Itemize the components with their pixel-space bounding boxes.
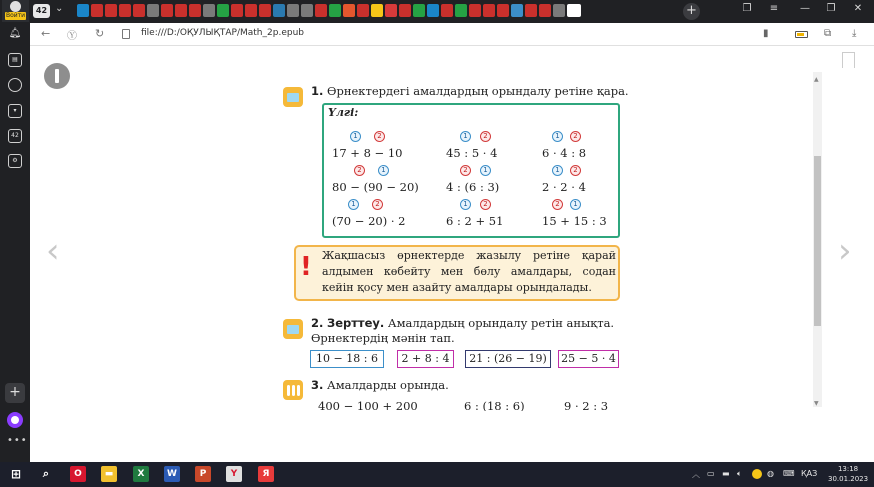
- example-expression: 17 + 8 − 10: [332, 146, 403, 160]
- rule-text: Жақшасыз өрнектерде жазылу ретіне қарай алдымен көбейту мен бөлу амалдары, содан кейін қосу мен азайту амалдары орындалады.: [322, 249, 616, 294]
- browser-tab-icon[interactable]: [455, 4, 467, 17]
- volume-icon[interactable]: 🔈︎: [737, 469, 742, 478]
- download-icon[interactable]: ⤓: [852, 28, 857, 39]
- task3-text: Амалдарды орында.: [327, 378, 449, 392]
- explorer-taskbar-icon[interactable]: ▬: [101, 466, 117, 482]
- clock-time: 13:18: [837, 465, 859, 473]
- sample-label: Үлгі:: [328, 106, 359, 119]
- epub-viewer: [30, 46, 874, 462]
- browser-tab-icon[interactable]: [525, 4, 537, 17]
- browser-tab-icon[interactable]: [343, 4, 355, 17]
- alice-assistant-icon[interactable]: [7, 412, 23, 428]
- yandex-taskbar-icon[interactable]: Я: [258, 466, 274, 482]
- windows-taskbar: [0, 462, 874, 487]
- network-icon[interactable]: ▭: [707, 469, 715, 478]
- tab-list: [77, 4, 581, 18]
- bookmark-icon[interactable]: ▮: [763, 28, 769, 39]
- back-button[interactable]: ←: [41, 27, 51, 40]
- chevron-up-icon[interactable]: ︿: [692, 470, 700, 479]
- example-expression: (70 − 20) · 2: [332, 214, 406, 228]
- task1-title: [311, 84, 629, 99]
- example-expression: 4 : (6 : 3): [446, 180, 500, 194]
- page-bookmark-icon[interactable]: [842, 52, 855, 68]
- browser-tab-icon[interactable]: [189, 4, 201, 17]
- task1-number: 1.: [311, 84, 324, 98]
- language-indicator[interactable]: ҚАЗ: [801, 469, 818, 478]
- powerpoint-taskbar-icon[interactable]: P: [195, 466, 211, 482]
- maximize-button[interactable]: ❐: [826, 3, 836, 14]
- task3-title: [311, 378, 449, 393]
- sidebar-settings-icon[interactable]: ⚙: [8, 154, 22, 168]
- task2-expression-box: 21 : (26 − 19): [465, 350, 551, 368]
- operation-order-badge: 1: [552, 165, 563, 176]
- profile-label: Войти: [5, 12, 26, 19]
- browser-tab-icon[interactable]: [161, 4, 173, 17]
- task3-expression: 400 − 100 + 200: [318, 399, 418, 411]
- clock-date: 30.01.2023: [828, 475, 869, 483]
- operation-order-badge: 2: [460, 165, 471, 176]
- browser-tab-icon[interactable]: [273, 4, 285, 17]
- battery-saver-icon[interactable]: [795, 31, 808, 38]
- task2-expression-box: 25 − 5 · 4: [558, 350, 619, 368]
- file-icon: [122, 29, 130, 39]
- minimize-button[interactable]: —: [800, 3, 810, 14]
- history-icon[interactable]: [8, 78, 22, 92]
- operation-order-badge: 2: [372, 199, 383, 210]
- task3-expression: 6 : (18 : 6): [464, 399, 525, 411]
- reader-menu-button[interactable]: [44, 63, 70, 89]
- operation-order-badge: 2: [480, 199, 491, 210]
- url-field[interactable]: file:///D:/ОҚУЛЫҚТАР/Math_2p.epub: [141, 28, 304, 38]
- scroll-up-icon[interactable]: ▲: [814, 76, 819, 83]
- more-icon[interactable]: •••: [7, 435, 28, 446]
- collections-icon[interactable]: ❐: [742, 3, 752, 14]
- task1-text: Өрнектердегі амалдардың орындалу ретіне қара.: [327, 84, 629, 98]
- downloads-icon[interactable]: ▾: [8, 104, 22, 118]
- operation-order-badge: 1: [480, 165, 491, 176]
- browser-tab-icon[interactable]: [259, 4, 271, 17]
- task2-title: [311, 316, 614, 331]
- task2-line1: Амалдардың орындалу ретін анықта.: [387, 316, 615, 330]
- keyboard-icon[interactable]: ⌨: [783, 469, 795, 478]
- new-tab-button[interactable]: +: [683, 3, 700, 20]
- pencils-icon: [283, 380, 303, 400]
- profile-avatar-icon: [10, 1, 21, 12]
- tab-strip: [0, 0, 874, 23]
- browser-tab-icon[interactable]: [497, 4, 509, 17]
- close-button[interactable]: ✕: [853, 3, 863, 14]
- example-expression: 2 · 2 · 4: [542, 180, 586, 194]
- browser-tab-icon[interactable]: [329, 4, 341, 17]
- operation-order-badge: 1: [378, 165, 389, 176]
- chevron-down-icon[interactable]: ⌄: [55, 3, 64, 14]
- menu-icon[interactable]: ≡: [769, 3, 779, 14]
- opera-taskbar-icon[interactable]: O: [70, 466, 86, 482]
- browser-tab-icon[interactable]: [175, 4, 187, 17]
- scroll-down-icon[interactable]: ▼: [814, 400, 819, 407]
- yandex-tray-icon[interactable]: [752, 469, 762, 479]
- browser-tab-icon[interactable]: [469, 4, 481, 17]
- sidebar: [0, 23, 30, 462]
- task2-expression-box: 2 + 8 : 4: [397, 350, 454, 368]
- task2-expression-box: 10 − 18 : 6: [310, 350, 384, 368]
- windows-start-icon[interactable]: ⊞: [10, 467, 22, 481]
- browser-tab-icon[interactable]: [245, 4, 257, 17]
- browser-tab-icon[interactable]: [413, 4, 425, 17]
- book-page: [228, 80, 651, 411]
- scrollbar-thumb[interactable]: [814, 156, 821, 326]
- operation-order-badge: 1: [460, 199, 471, 210]
- browser-tab-icon[interactable]: [105, 4, 117, 17]
- browser-tab-icon[interactable]: [483, 4, 495, 17]
- example-expression: 6 : 2 + 51: [446, 214, 504, 228]
- browser-tab-icon[interactable]: [231, 4, 243, 17]
- browser-tab-icon[interactable]: [357, 4, 369, 17]
- word-taskbar-icon[interactable]: W: [164, 466, 180, 482]
- task3-number: 3.: [311, 378, 324, 392]
- example-expression: 6 · 4 : 8: [542, 146, 587, 160]
- browser-tab-active[interactable]: [567, 4, 581, 17]
- browser-tab-icon[interactable]: [217, 4, 229, 17]
- address-bar: [30, 23, 874, 46]
- browser-tab-icon[interactable]: [91, 4, 103, 17]
- example-expression: 15 + 15 : 3: [542, 214, 607, 228]
- example-expression: 45 : 5 · 4: [446, 146, 498, 160]
- operation-order-badge: 1: [348, 199, 359, 210]
- book-icon: [283, 319, 303, 339]
- task2-number: 2.: [311, 316, 324, 330]
- browser-tab-icon[interactable]: [553, 4, 565, 17]
- browser-tab-icon[interactable]: [287, 4, 299, 17]
- operation-order-badge: 2: [552, 199, 563, 210]
- battery-icon[interactable]: ▬: [722, 469, 730, 478]
- clock[interactable]: [828, 464, 868, 484]
- browser-tab-icon[interactable]: [371, 4, 383, 17]
- search-icon[interactable]: ⌕: [42, 467, 50, 480]
- reload-button[interactable]: ↻: [95, 27, 105, 40]
- operation-order-badge: 1: [570, 199, 581, 210]
- task2-line2: Өрнектердің мәнін тап.: [311, 331, 455, 345]
- operation-order-badge: 2: [480, 131, 491, 142]
- browser-tab-icon[interactable]: [315, 4, 327, 17]
- yandex-icon[interactable]: Ⓨ: [67, 31, 77, 42]
- browser-tab-icon[interactable]: [427, 4, 439, 17]
- next-page-arrow[interactable]: ›: [838, 231, 852, 271]
- browser-tab-icon[interactable]: [119, 4, 131, 17]
- operation-order-badge: 2: [570, 165, 581, 176]
- browser-tab-icon[interactable]: [147, 4, 159, 17]
- task2-heading: Зерттеу.: [327, 316, 385, 330]
- tab-count-badge[interactable]: 42: [33, 4, 50, 18]
- operation-order-badge: 2: [570, 131, 581, 142]
- book-icon: [283, 87, 303, 107]
- browser-tab-icon[interactable]: [399, 4, 411, 17]
- operation-order-badge: 2: [354, 165, 365, 176]
- browser-tab-icon[interactable]: [385, 4, 397, 17]
- browser-tab-icon[interactable]: [133, 4, 145, 17]
- task3-expression: 9 · 2 : 3: [564, 399, 609, 411]
- collections-sidebar-icon[interactable]: ▤: [8, 53, 22, 67]
- extensions-icon[interactable]: ⧉: [824, 28, 832, 39]
- sidebar-app-icon[interactable]: 42: [8, 129, 22, 143]
- browser-tab-icon[interactable]: [511, 4, 523, 17]
- add-panel-button[interactable]: +: [5, 383, 25, 403]
- browser-tab-icon[interactable]: [77, 4, 89, 17]
- example-expression: 80 − (90 − 20): [332, 180, 419, 194]
- browser-tab-icon[interactable]: [301, 4, 313, 17]
- browser-tab-icon[interactable]: [203, 4, 215, 17]
- operation-order-badge: 1: [552, 131, 563, 142]
- yandex-browser-taskbar-icon[interactable]: Y: [226, 466, 242, 482]
- operation-order-badge: 2: [374, 131, 385, 142]
- browser-tab-icon[interactable]: [539, 4, 551, 17]
- previous-page-arrow[interactable]: ‹: [46, 231, 60, 271]
- excel-taskbar-icon[interactable]: X: [133, 466, 149, 482]
- exclamation-icon: !: [300, 252, 312, 282]
- profile-button[interactable]: [2, 0, 29, 22]
- notifications-icon[interactable]: 🔔︎: [8, 28, 22, 39]
- tray-app-icon[interactable]: ◍: [767, 469, 774, 478]
- operation-order-badge: 1: [460, 131, 471, 142]
- operation-order-badge: 1: [350, 131, 361, 142]
- browser-tab-icon[interactable]: [441, 4, 453, 17]
